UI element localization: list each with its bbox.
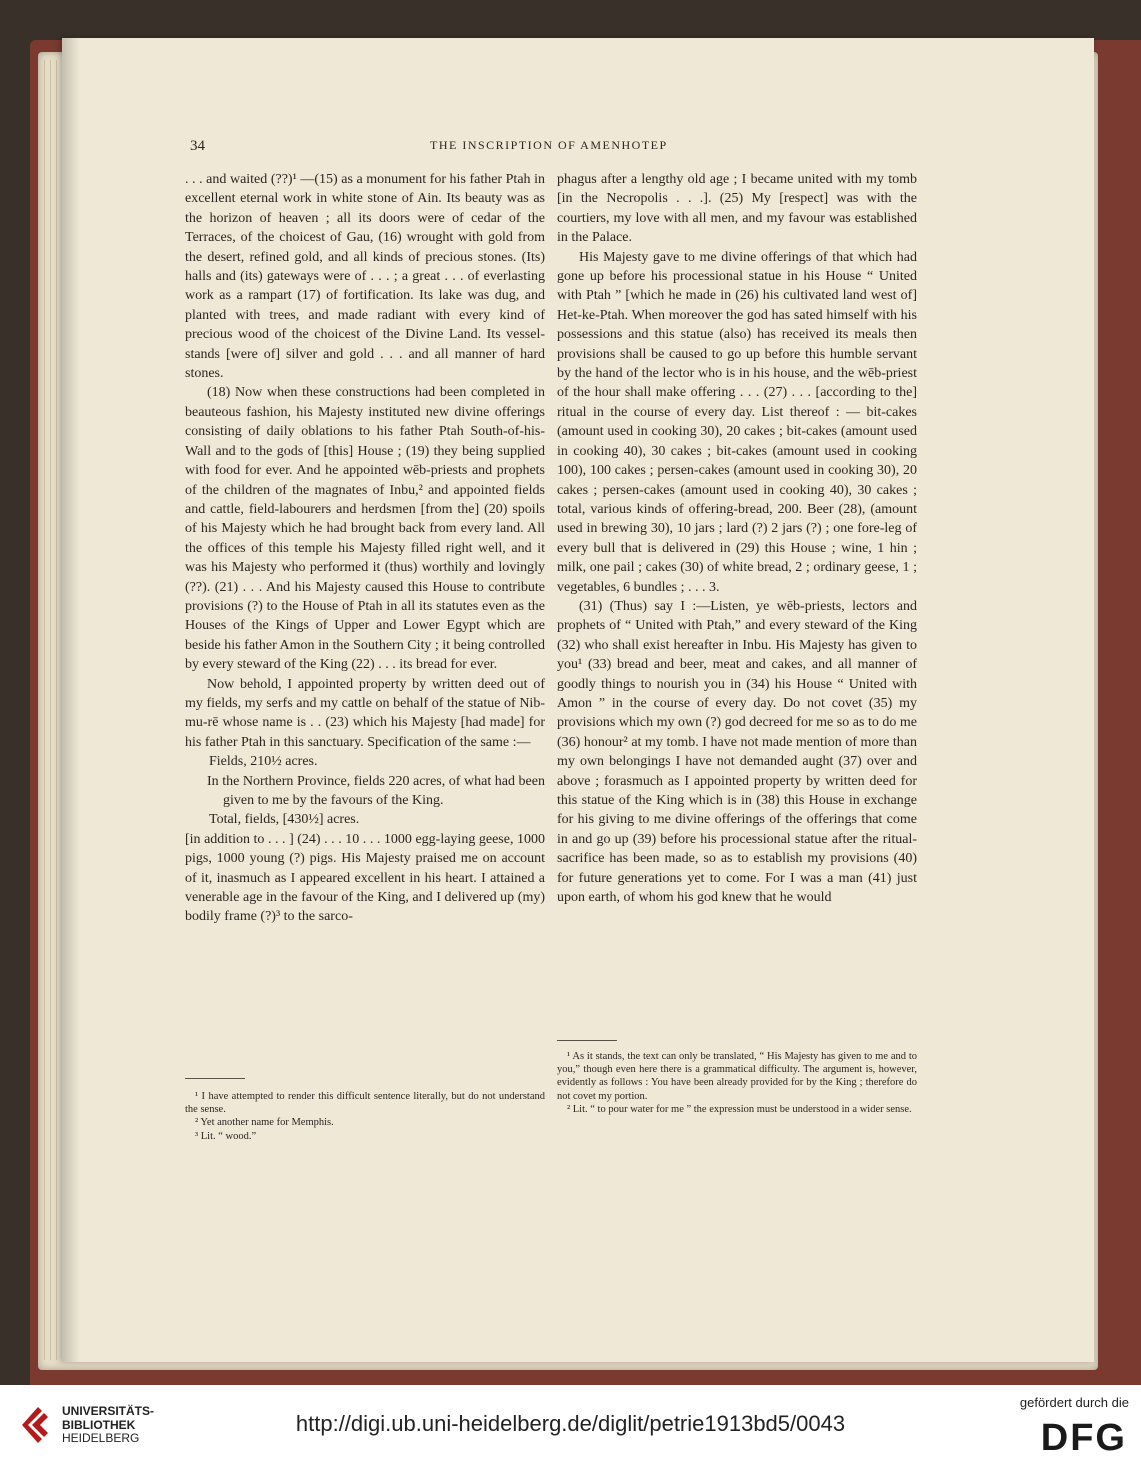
list-item: In the Northern Province, fields 220 acres, of what had been given to me by the favours of the King. [207,773,545,808]
page-edge-line [56,60,57,1360]
sponsor-text: gefördert durch die [1019,1395,1129,1410]
paragraph: [in addition to . . . ] (24) . . . 10 . . . 1000 egg-laying geese, 1000 pigs, 1000 young (?) pigs. His Majesty praised me on account of it, inasmuch as I appeared excellent in his heart. I attained a venerable age in the favour of the King, and I delivered up (my) bodily frame (?)³ to the sarco- [185,831,545,925]
page-number: 34 [190,138,205,154]
library-name-line: HEIDELBERG [62,1431,140,1445]
list-item: Total, fields, [430½] acres. [209,812,360,828]
right-column [557,170,917,907]
dfg-logo: DFG [1040,1417,1127,1459]
footnote: ¹ I have attempted to render this difficult sentence literally, but do not understand the sense. [185,1091,545,1116]
viewer-footer [0,1385,1141,1465]
footnote: ³ Lit. “ wood.” [195,1130,257,1142]
running-head: THE INSCRIPTION OF AMENHOTEP [430,138,668,152]
gutter-shadow [62,38,80,1362]
right-footnotes [557,1050,917,1116]
footnote-rule [557,1040,617,1041]
footnote-rule [185,1078,245,1079]
paragraph: His Majesty gave to me divine offerings of that which had gone up before his processional statue in his House “ United with Ptah ” [which he made in (26) his cultivated land west of] Het-ke-Ptah. When moreover the god has sated himself with his possessions and this statue (also) has received its meals then provisions shall be caused to go up before this humble servant by the hand of the lector who is in his house, and the wēb-priest of the hour shall make offering . . . (27) . . . [according to the] ritual in the course of every day. List thereof : — bit-cakes (amount used in cooking 30), 20 cakes ; bit-cakes (amount used in cooking 40), 30 cakes ; bit-cakes (amount used in cooking 100), 100 cakes ; persen-cakes (amount used in cooking 30), 20 cakes ; persen-cakes (amount used in cooking 40), 30 cakes ; total, various kinds of offering-bread, 200. Beer (28), (amount used in brewing 30), 10 jars ; lard (?) 2 jars (?) ; one fore-leg of every bull that is delivered in (29) this House ; wine, 1 hin ; milk, one pail ; cakes (30) of white bread, 2 ; ordinary geese, 1 ; vegetables, 6 bundles ; . . . 3. [557,249,917,595]
paragraph: Now behold, I appointed property by written deed out of my fields, my serfs and my cattle on behalf of the statue of Nib-mu-rē whose name is . . (23) which his Majesty [had made] for his father Ptah in this sanctuary. Specification of the same :— [185,676,545,750]
page-edge-line [50,60,51,1360]
permalink-url[interactable]: http://digi.ub.uni-heidelberg.de/diglit/petrie1913bd5/0043 [295,1411,846,1436]
library-name-line: BIBLIOTHEK [62,1417,136,1432]
left-footnotes [185,1090,545,1143]
footnote: ² Yet another name for Memphis. [195,1117,334,1129]
paragraph: (18) Now when these constructions had been completed in beauteous fashion, his Majesty instituted new divine offerings consisting of daily oblations to his father Ptah South-of-his-Wall and to the gods of [this] House ; (19) they being supplied with food for ever. And he appointed wēb-priests and prophets of the children of the magnates of Inbu,² and appointed fields and cattle, field-labourers and herdsmen [from the] (20) spoils of his Majesty which he had brought back from every land. All the offices of this temple his Majesty filled right well, and it was his Majesty who performed it (thus) worthily and lovingly (??). (21) . . . And his Majesty caused this House to contribute provisions (?) to the House of Ptah in all its statutes even as the Houses of the Kings of Upper and Lower Egypt which are beside his father Amon in the Southern City ; it being controlled by every steward of the King (22) . . . its bread for ever. [185,385,545,673]
paragraph: (31) (Thus) say I :—Listen, ye wēb-priests, lectors and prophets of “ United with Ptah,” and every steward of the King (32) who shall exist hereafter in Inbu. His Majesty has given to you¹ (33) bread and beer, meat and cakes, and all manner of goodly things to nourish you in (34) his House “ United with Amon ” in the course of every day. Do not covet (35) my provisions which my own (?) god decreed for me so as to do me (36) honour² at my tomb. I have not made mention of more than my own belongings I have not demanded aught (37) over and above ; forasmuch as I appointed property by written deed for this statue of the King which is in (38) this House in exchange for his giving to me divine offerings of the offerings that come in and go up (39) before his processional statue after the ritual-sacrifice has been made, so as to establish my provisions (40) for future generations yet to come. For I was a man (41) just upon earth, of whom his god knew that he would [557,598,917,906]
paragraph: . . . and waited (??)¹ —(15) as a monument for his father Ptah in excellent eternal work in white stone of Ain. Its beauty was as the horizon of heaven ; all its doors were of cedar of the Terraces, of the choicest of Gau, (16) wrought with gold from the desert, refined gold, and all kinds of precious stones. (Its) halls and (its) gateways were of . . . ; a great . . . of everlasting work as a rampart (17) of fortification. Its lake was dug, and planted with trees, and made radiant with every kind of precious wood of the choicest of the Divine Land. Its vessel-stands [were of] silver and gold . . . and all manner of hard stones. [185,172,545,382]
footnote: ² Lit. “ to pour water for me ” the expression must be understood in a wider sense. [567,1103,912,1115]
paragraph: phagus after a lengthy old age ; I became united with my tomb [in the Necropolis . . .]. (25) My [respect] was with the courtiers, my love with all men, and my favour was established in the Palace. [557,172,917,246]
library-name-line: UNIVERSITÄTS- [62,1404,155,1418]
left-column [185,170,545,927]
footnote: ¹ As it stands, the text can only be translated, “ His Majesty has given to me and to you,” though even here there is a grammatical difficulty. The argument is, however, evidently as follows : You have been already provided for by the King ; therefore do not covet my portion. [557,1051,917,1102]
page-edge-line [44,60,45,1360]
list-item: Fields, 210½ acres. [209,754,318,770]
